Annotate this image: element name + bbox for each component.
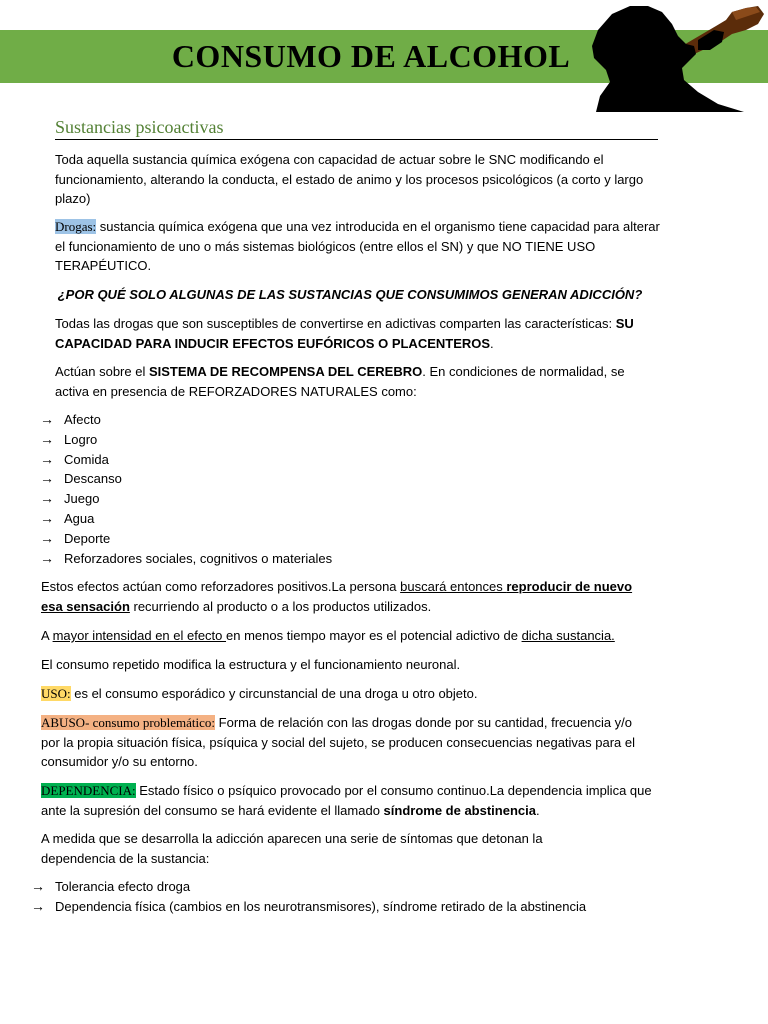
abuso-paragraph (41, 713, 641, 772)
reforzador-item-label: Afecto (64, 412, 101, 427)
actuan-paragraph (55, 362, 660, 401)
reforzador-item (40, 450, 332, 470)
question-heading: ¿POR QUÉ SOLO ALGUNAS DE LAS SUSTANCIAS QUE CONSUMIMOS GENERAN ADICCIÓN? (57, 287, 643, 302)
estos-bold-underline: reproducir de nuevo esa sensación (41, 579, 633, 614)
sintoma-item-label: Tolerancia efecto droga (55, 879, 191, 894)
arrow-icon: → (40, 490, 54, 507)
arrow-icon: → (40, 529, 54, 546)
reforzador-item-label: Juego (64, 491, 100, 507)
reforzador-item-label: Logro (64, 431, 98, 447)
sintoma-item (31, 877, 586, 897)
drogas-paragraph (55, 217, 660, 276)
reforzador-item (40, 529, 332, 549)
sintoma-item-label: Dependencia física (cambios en los neurotransmisores), síndrome retirado de la abstinencia (55, 898, 587, 914)
mayor-middle: en menos tiempo mayor es el potencial adictivo de (226, 628, 522, 643)
arrow-icon: → (40, 470, 54, 487)
reforzador-item (40, 509, 332, 529)
estos-underline: buscará entonces (400, 579, 507, 594)
reforzador-item-label: Deporte (64, 530, 111, 546)
drogas-definition: sustancia química exógena que una vez introducida en el organismo tiene capacidad para alterar el funcionamiento de uno o más sistemas biológicos (entre ellos el SN) y que NO TIENE USO TERAPÉUTICO. (55, 219, 660, 273)
reforzador-item (40, 489, 332, 509)
todas-paragraph (55, 314, 660, 353)
arrow-icon: → (40, 549, 54, 566)
actuan-rest: . En condiciones de normalidad, se activa en presencia de REFORZADORES NATURALES como: (55, 364, 625, 399)
estos-paragraph (41, 577, 641, 616)
intro-paragraph: Toda aquella sustancia química exógena con capacidad de actuar sobre le SNC modificando el funcionamiento, alterando la conducta, el estado de animo y los procesos psicológicos (a corto y largo plazo) (55, 152, 644, 206)
reforzador-item (40, 469, 332, 489)
medida-paragraph: A medida que se desarrolla la adicción aparecen una serie de síntomas que detonan la dependencia de la sustancia: (41, 831, 543, 866)
uso-definition: es el consumo esporádico y circunstancial de una droga u otro objeto. (70, 686, 478, 701)
mayor-paragraph (41, 626, 681, 646)
dependencia-bold: síndrome de abstinencia (383, 802, 536, 818)
mayor-text: A (41, 628, 53, 643)
sintomas-list (31, 877, 586, 917)
estos-text: Estos efectos actúan como reforzadores positivos.La persona (41, 579, 401, 594)
reforzador-item (40, 430, 332, 450)
section-heading: Sustancias psicoactivas (55, 116, 658, 140)
arrow-icon: → (40, 450, 54, 467)
sintoma-item (31, 897, 586, 917)
arrow-icon: → (40, 411, 54, 427)
reforzador-item-label: Comida (64, 451, 109, 467)
uso-term: USO: (41, 686, 71, 701)
abuso-definition: Forma de relación con las drogas donde por su cantidad, frecuencia y/o por la propia situación física, psíquica y social del sujeto, se producen consecuencias negativas para el consumidor y/o su entorno. (41, 715, 636, 769)
page-title: CONSUMO DE ALCOHOL (171, 38, 571, 74)
todas-bold: SU CAPACIDAD PARA INDUCIR EFECTOS EUFÓRICOS O PLACENTEROS (55, 316, 634, 351)
dependencia-definition: Estado físico o psíquico provocado por el consumo continuo.La dependencia implica que ante la supresión del consumo se hará evidente el llamado (41, 783, 652, 818)
dependencia-term: DEPENDENCIA: (41, 783, 136, 798)
reforzador-item-label: Descanso (64, 471, 122, 487)
mayor-underline: mayor intensidad en el efecto (52, 628, 227, 643)
arrow-icon: → (31, 878, 45, 894)
mayor-underline-end: dicha sustancia. (521, 628, 615, 643)
todas-text: Todas las drogas que son susceptibles de convertirse en adictivas comparten las características: (55, 316, 616, 331)
drinking-silhouette-image (586, 0, 768, 112)
reforzador-item (40, 549, 332, 569)
reforzador-item-label: Agua (64, 510, 95, 526)
consumo-paragraph: El consumo repetido modifica la estructura y el funcionamiento neuronal. (41, 657, 461, 672)
actuan-bold: SISTEMA DE RECOMPENSA DEL CEREBRO (148, 364, 423, 379)
reforzador-item (40, 410, 332, 430)
reforzador-item-label: Reforzadores sociales, cognitivos o materiales (64, 550, 333, 566)
drogas-term: Drogas: (55, 219, 97, 234)
estos-rest: recurriendo al producto o a los productos utilizados. (129, 598, 432, 614)
reforzadores-list (40, 410, 332, 568)
actuan-text: Actúan sobre el (55, 364, 149, 379)
arrow-icon: → (40, 509, 54, 526)
dependencia-period: . (535, 802, 540, 818)
dependencia-paragraph (41, 781, 661, 820)
uso-paragraph (41, 684, 681, 704)
abuso-term: ABUSO- consumo problemático: (41, 715, 216, 730)
arrow-icon: → (31, 897, 45, 914)
todas-period: . (490, 335, 494, 351)
arrow-icon: → (40, 430, 54, 447)
